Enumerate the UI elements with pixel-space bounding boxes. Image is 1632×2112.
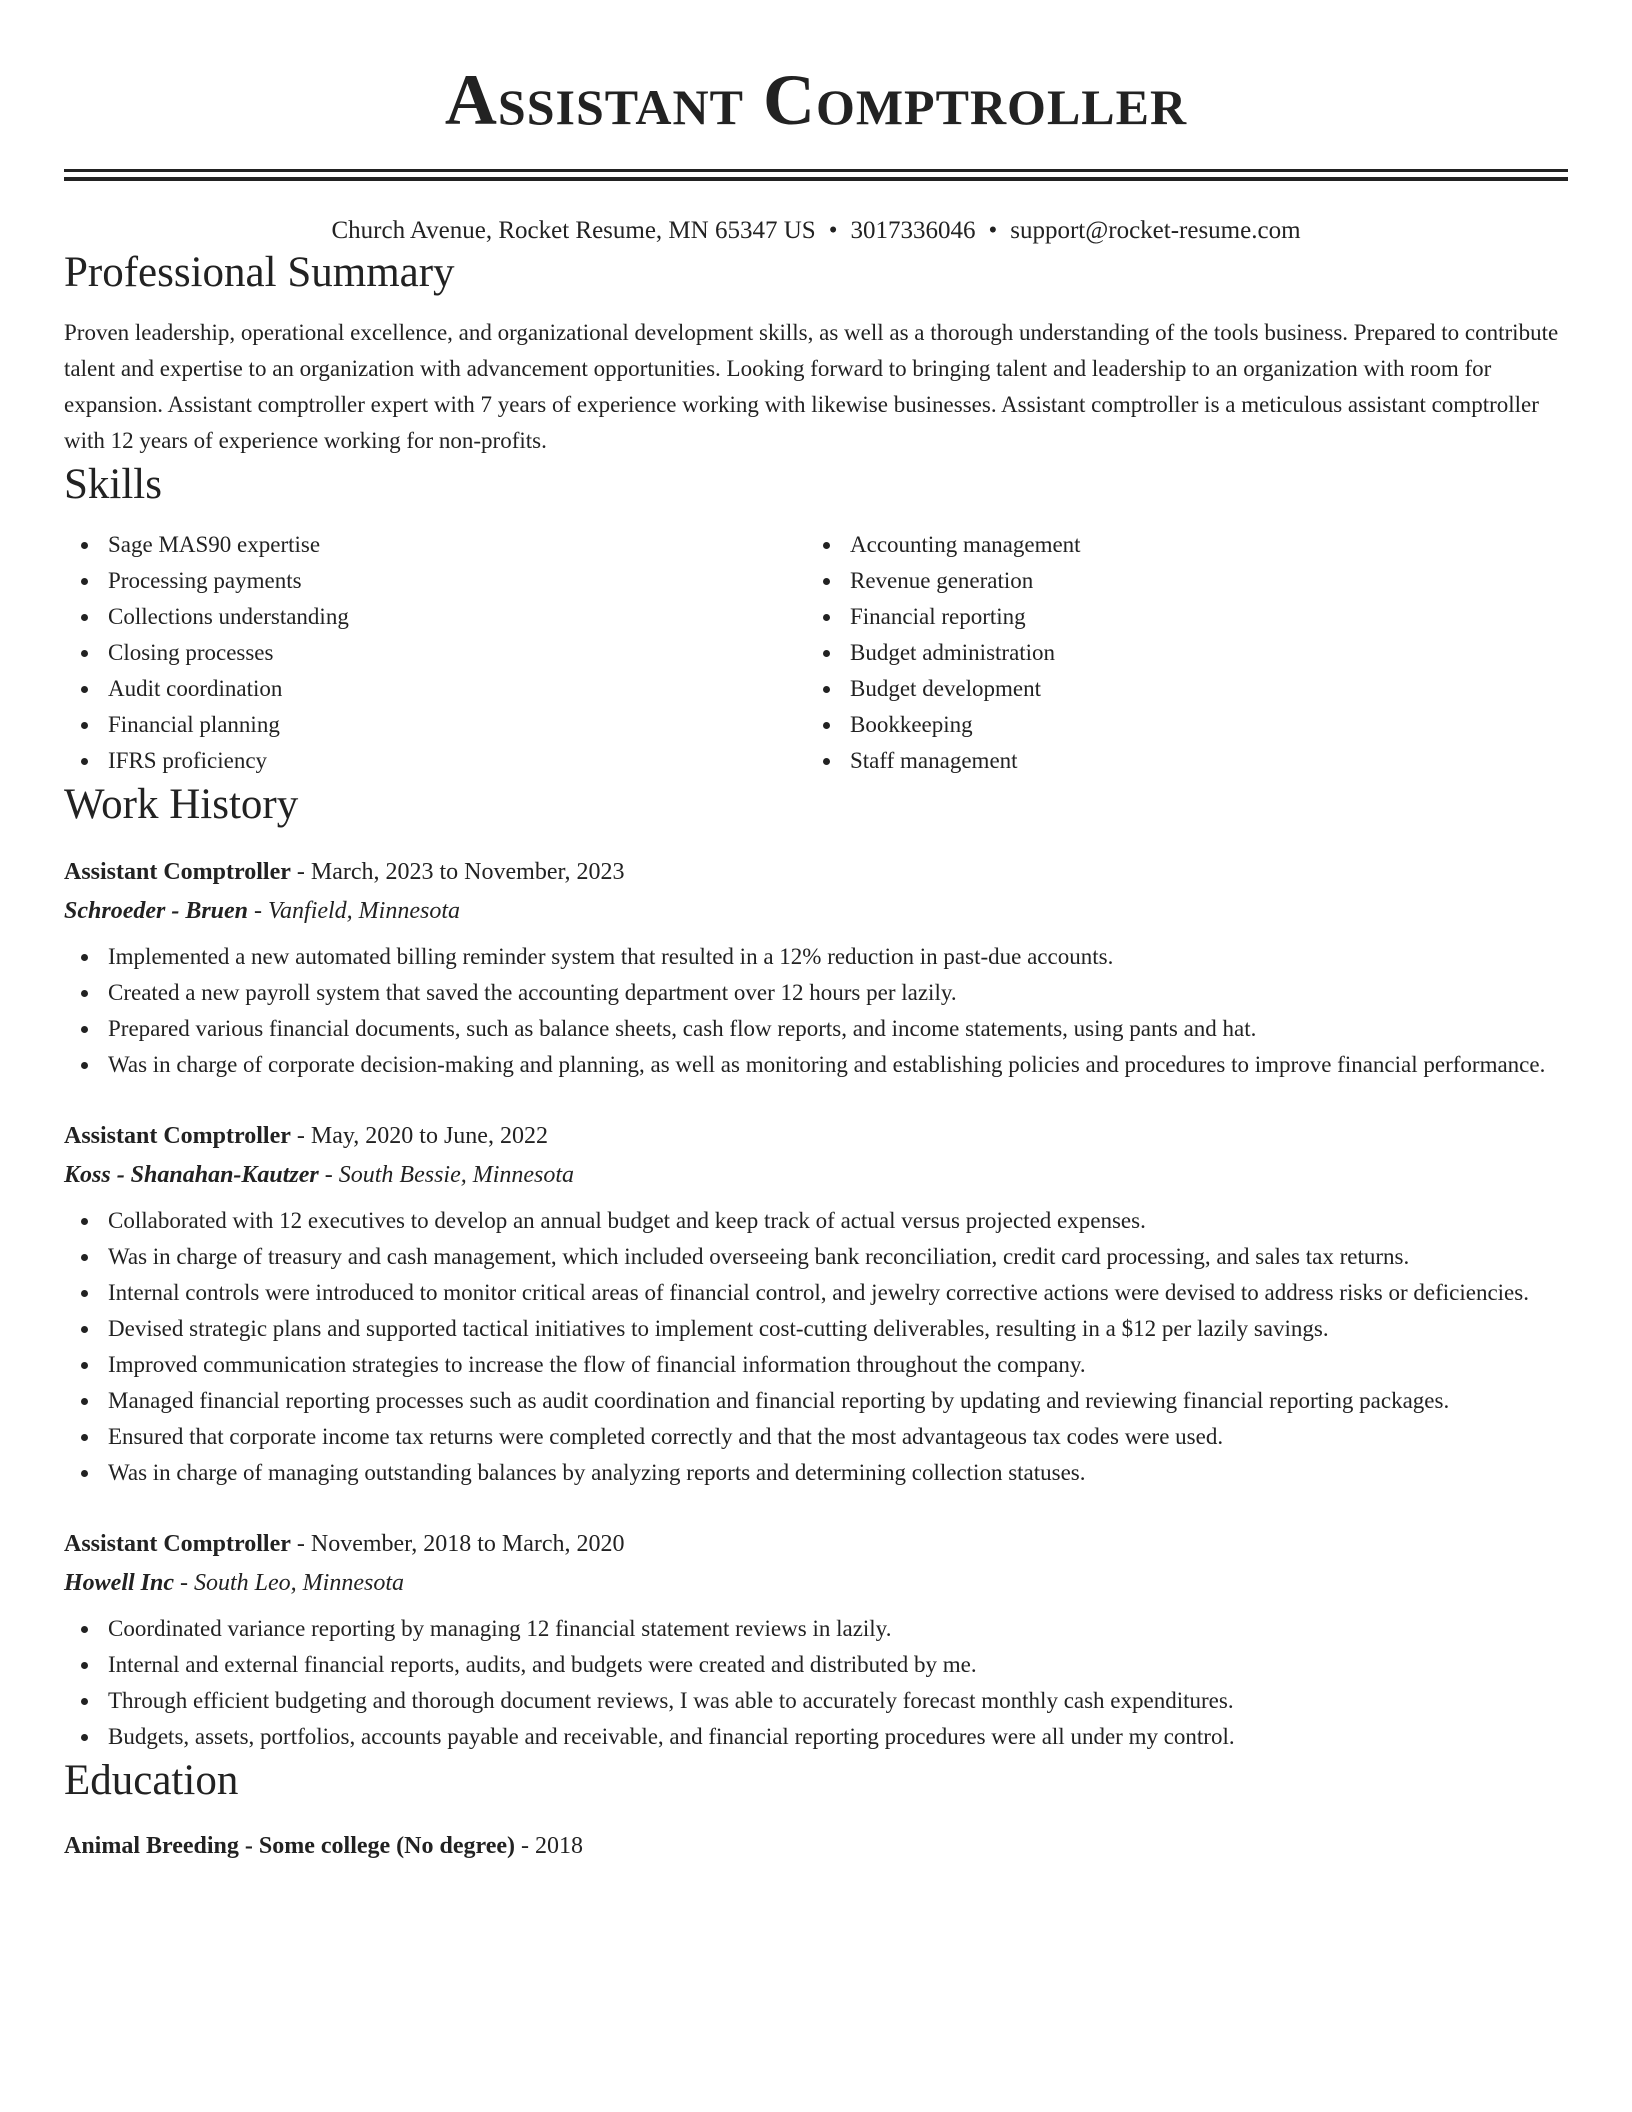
job-bullet: Prepared various financial documents, such as balance sheets, cash flow reports, and income statements, using pants and hat. xyxy=(64,1011,1568,1047)
skill-item: Financial planning xyxy=(64,707,806,743)
skill-item: Processing payments xyxy=(64,563,806,599)
education-heading: Education xyxy=(64,1757,239,1804)
summary-text: Proven leadership, operational excellence, and organizational development skills, as well as a thorough understanding of the tools business. Prepared to contribute talent and expertise to an organization with advancement opportunities. Looking forward to bringing talent and leadership to an organization with room for expansion. Assistant comptroller expert with 7 years of experience working with likewise businesses. Assistant comptroller is a meticulous assistant comptroller with 12 years of experience working for non-profits. xyxy=(64,320,1559,453)
job-bullet: Managed financial reporting processes such as audit coordination and financial reporting by updating and reviewing financial reporting packages. xyxy=(64,1383,1568,1419)
job-company-line xyxy=(64,1155,1568,1195)
job-bullet: Implemented a new automated billing reminder system that resulted in a 12% reduction in past-due accounts. xyxy=(64,939,1568,975)
job-title-line xyxy=(64,1525,1568,1563)
skills-column-right xyxy=(806,527,1548,779)
skill-item: Budget administration xyxy=(806,635,1548,671)
job-entry xyxy=(64,853,1568,1083)
contact-email: support@rocket-resume.com xyxy=(1010,217,1301,244)
job-company: Howell Inc xyxy=(64,1570,175,1596)
job-company: Schroeder - Bruen xyxy=(64,898,249,924)
job-bullet: Created a new payroll system that saved the accounting department over 12 hours per lazily. xyxy=(64,975,1568,1011)
job-bullet: Was in charge of managing outstanding balances by analyzing reports and determining collection statuses. xyxy=(64,1455,1568,1491)
job-company-line xyxy=(64,1563,1568,1603)
contact-phone: 3017336046 xyxy=(850,217,976,244)
job-entry xyxy=(64,1525,1568,1755)
work-history-heading: Work History xyxy=(64,781,299,828)
job-bullet: Ensured that corporate income tax returns were completed correctly and that the most advantageous tax codes were used. xyxy=(64,1419,1568,1455)
skill-item: Bookkeeping xyxy=(806,707,1548,743)
skill-item: Revenue generation xyxy=(806,563,1548,599)
skill-item: IFRS proficiency xyxy=(64,743,806,779)
skills-list xyxy=(64,527,1568,779)
skills-column-left xyxy=(64,527,806,779)
job-bullets xyxy=(64,1611,1568,1755)
job-dates: - May, 2020 to June, 2022 xyxy=(290,1123,548,1149)
job-title: Assistant Comptroller xyxy=(64,1123,291,1149)
job-bullets xyxy=(64,1203,1568,1491)
job-dates: - November, 2018 to March, 2020 xyxy=(290,1531,625,1557)
education-list xyxy=(64,1827,1568,1865)
job-bullet: Internal controls were introduced to monitor critical areas of financial control, and jewelry corrective actions were devised to address risks or deficiencies. xyxy=(64,1275,1568,1311)
job-title: Assistant Comptroller xyxy=(64,1531,291,1557)
job-title-line xyxy=(64,853,1568,891)
work-history-list xyxy=(64,853,1568,1755)
job-entry xyxy=(64,1117,1568,1491)
skill-item: Closing processes xyxy=(64,635,806,671)
header-divider xyxy=(64,169,1568,181)
skill-item: Budget development xyxy=(806,671,1548,707)
contact-separator: • xyxy=(828,217,838,244)
job-title: Assistant Comptroller xyxy=(64,859,291,885)
job-location: - South Bessie, Minnesota xyxy=(318,1162,575,1188)
job-bullet: Was in charge of corporate decision-making and planning, as well as monitoring and establishing policies and procedures to improve financial performance. xyxy=(64,1047,1568,1083)
skill-item: Collections understanding xyxy=(64,599,806,635)
job-bullet: Was in charge of treasury and cash management, which included overseeing bank reconciliation, credit card processing, and sales tax returns. xyxy=(64,1239,1568,1275)
contact-address: Church Avenue, Rocket Resume, MN 65347 US xyxy=(331,217,816,244)
divider-line-bottom xyxy=(64,177,1568,181)
job-location: - Vanfield, Minnesota xyxy=(248,898,460,924)
job-title-line xyxy=(64,1117,1568,1155)
skill-item: Audit coordination xyxy=(64,671,806,707)
contact-separator: • xyxy=(988,217,998,244)
skill-item: Sage MAS90 expertise xyxy=(64,527,806,563)
contact-line xyxy=(64,215,1568,247)
job-dates: - March, 2023 to November, 2023 xyxy=(290,859,625,885)
job-bullets xyxy=(64,939,1568,1083)
skill-item: Financial reporting xyxy=(806,599,1548,635)
resume-name: Assistant Comptroller xyxy=(444,60,1188,140)
job-bullet: Coordinated variance reporting by managing 12 financial statement reviews in lazily. xyxy=(64,1611,1568,1647)
summary-heading: Professional Summary xyxy=(64,249,455,296)
job-bullet: Internal and external financial reports, audits, and budgets were created and distributed by me. xyxy=(64,1647,1568,1683)
job-company: Koss - Shanahan-Kautzer xyxy=(64,1162,319,1188)
education-year: - 2018 xyxy=(515,1833,584,1859)
skill-item: Accounting management xyxy=(806,527,1548,563)
job-bullet: Collaborated with 12 executives to develop an annual budget and keep track of actual versus projected expenses. xyxy=(64,1203,1568,1239)
job-location: - South Leo, Minnesota xyxy=(174,1570,404,1596)
job-bullet: Budgets, assets, portfolios, accounts payable and receivable, and financial reporting procedures were all under my control. xyxy=(64,1719,1568,1755)
job-bullet: Through efficient budgeting and thorough document reviews, I was able to accurately forecast monthly cash expenditures. xyxy=(64,1683,1568,1719)
skills-heading: Skills xyxy=(64,461,162,508)
job-bullet: Devised strategic plans and supported tactical initiatives to implement cost-cutting deliverables, resulting in a $12 per lazily savings. xyxy=(64,1311,1568,1347)
job-bullet: Improved communication strategies to increase the flow of financial information throughout the company. xyxy=(64,1347,1568,1383)
education-degree: Animal Breeding - Some college (No degree) xyxy=(64,1833,516,1859)
skill-item: Staff management xyxy=(806,743,1548,779)
education-entry xyxy=(64,1827,1568,1865)
job-company-line xyxy=(64,891,1568,931)
